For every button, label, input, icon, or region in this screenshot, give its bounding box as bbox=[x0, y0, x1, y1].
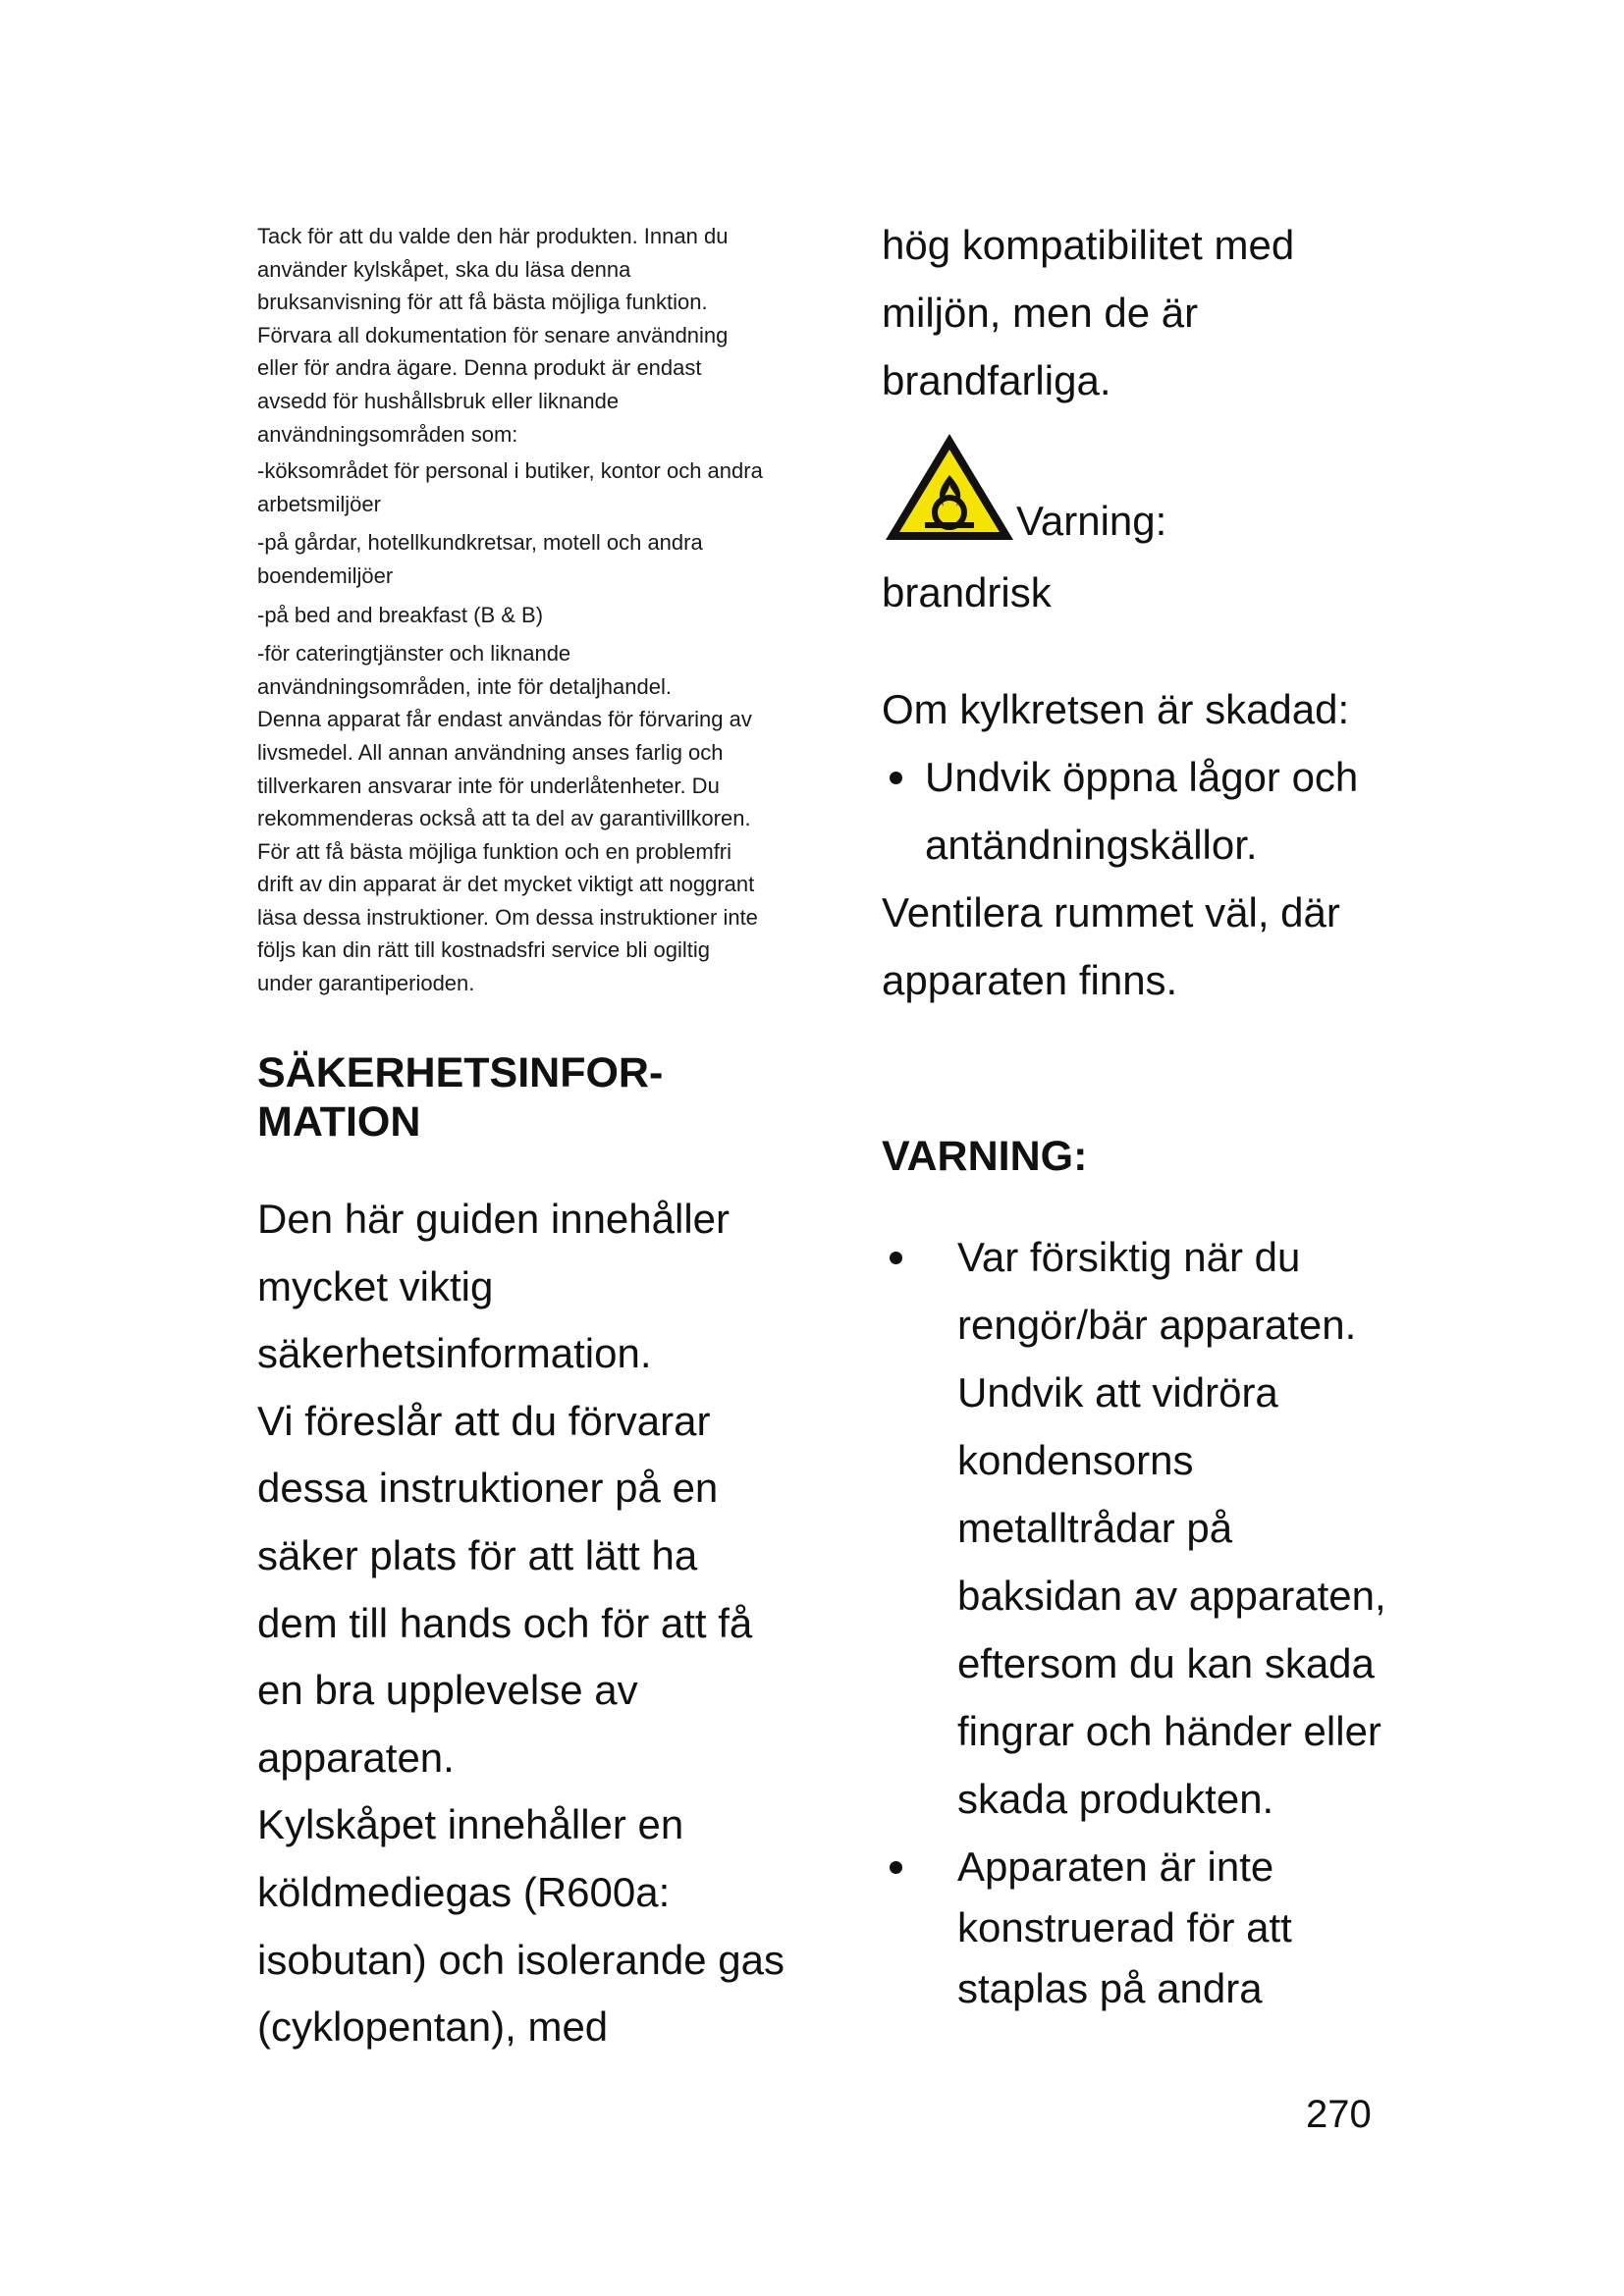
damaged-bullet-text: Undvik öppna lågor och antändningskällor. bbox=[925, 754, 1359, 868]
continuation-text: hög kompatibilitet med miljön, men de är brandfarliga. bbox=[882, 222, 1295, 403]
damaged-circuit-section bbox=[882, 675, 1392, 1014]
use-item: -på bed and breakfast (B & B) bbox=[257, 602, 544, 627]
varning-bullet bbox=[882, 1837, 1392, 2019]
varning-bullet-text: Apparaten är inte konstruerad för att staplas på andra bbox=[957, 1843, 1292, 2011]
varning-list bbox=[882, 1223, 1392, 2019]
damaged-bullet bbox=[882, 743, 1392, 879]
bullet-dot bbox=[890, 1252, 902, 1264]
damaged-list bbox=[882, 743, 1392, 879]
use-item: -på gårdar, hotellkundkretsar, motell och andra boendemiljöer bbox=[257, 530, 703, 588]
ventilate-text: Ventilera rummet väl, där apparaten finns. bbox=[882, 889, 1340, 1003]
intro-section bbox=[257, 220, 768, 1000]
varning-heading: VARNING: bbox=[882, 1133, 1088, 1180]
varning-section bbox=[882, 1223, 1392, 2019]
safety-heading bbox=[257, 1048, 768, 1147]
safety-heading-line2: MATION bbox=[257, 1098, 421, 1146]
safety-heading-line1: SÄKERHETSINFOR- bbox=[257, 1049, 664, 1096]
varning-bullet bbox=[882, 1223, 1392, 1833]
use-item: -köksområdet för personal i butiker, kontor och andra arbetsmiljöer bbox=[257, 458, 763, 516]
bullet-dot bbox=[890, 772, 902, 784]
use-item: -för cateringtjänster och liknande användningsområden, inte för detaljhandel. bbox=[257, 641, 672, 699]
warning-sub: brandrisk bbox=[882, 569, 1052, 615]
intro-uses-list bbox=[257, 454, 768, 703]
intro-paragraph: Tack för att du valde den här produkten. Innan du använder kylskåpet, ska du läsa denna bruksanvisning för att få bästa möjliga funktion. Förvara all dokumentation för senare användning eller för andra ägare. Denna produkt är endast avsedd för hushållsbruk eller liknande användningsområden som: bbox=[257, 224, 729, 447]
varning-bullet-text: Var försiktig när du rengör/bär apparaten. Undvik att vidröra kondensorns metalltrådar på baksidan av apparaten, eftersom du kan skada fingrar och händer eller skada produkten. bbox=[957, 1234, 1386, 1822]
intro-tail: Denna apparat får endast användas för förvaring av livsmedel. All annan användning anses farlig och tillverkaren ansvarar inte för underlåtenheter. Du rekommenderas också att ta del av garantivillkoren. För att få bästa möjliga funktion och en problemfri drift av din apparat är det mycket viktigt att noggrant läsa dessa instruktioner. Om dessa instruktioner inte följs kan din rätt till kostnadsfri service bli ogiltig under garantiperioden. bbox=[257, 707, 758, 996]
damaged-heading: Om kylkretsen är skadad: bbox=[882, 686, 1350, 732]
page-number: 270 bbox=[1306, 2093, 1372, 2136]
safety-text: Den här guiden innehåller mycket viktig säkerhetsinformation. Vi föreslår att du förvarar dessa instruktioner på en säker plats för att lätt ha dem till hands och för att få en bra upplevelse av apparaten. Kylskåpet innehåller en köldmediegas (R600a: isobutan) och isolerande gas (cyklopentan), med bbox=[257, 1196, 785, 2051]
fire-warning bbox=[882, 428, 1392, 546]
bullet-dot bbox=[890, 1861, 902, 1874]
right-column-top bbox=[882, 211, 1392, 414]
warning-label: Varning: bbox=[1016, 498, 1167, 544]
fire-warning-icon bbox=[882, 428, 1017, 546]
